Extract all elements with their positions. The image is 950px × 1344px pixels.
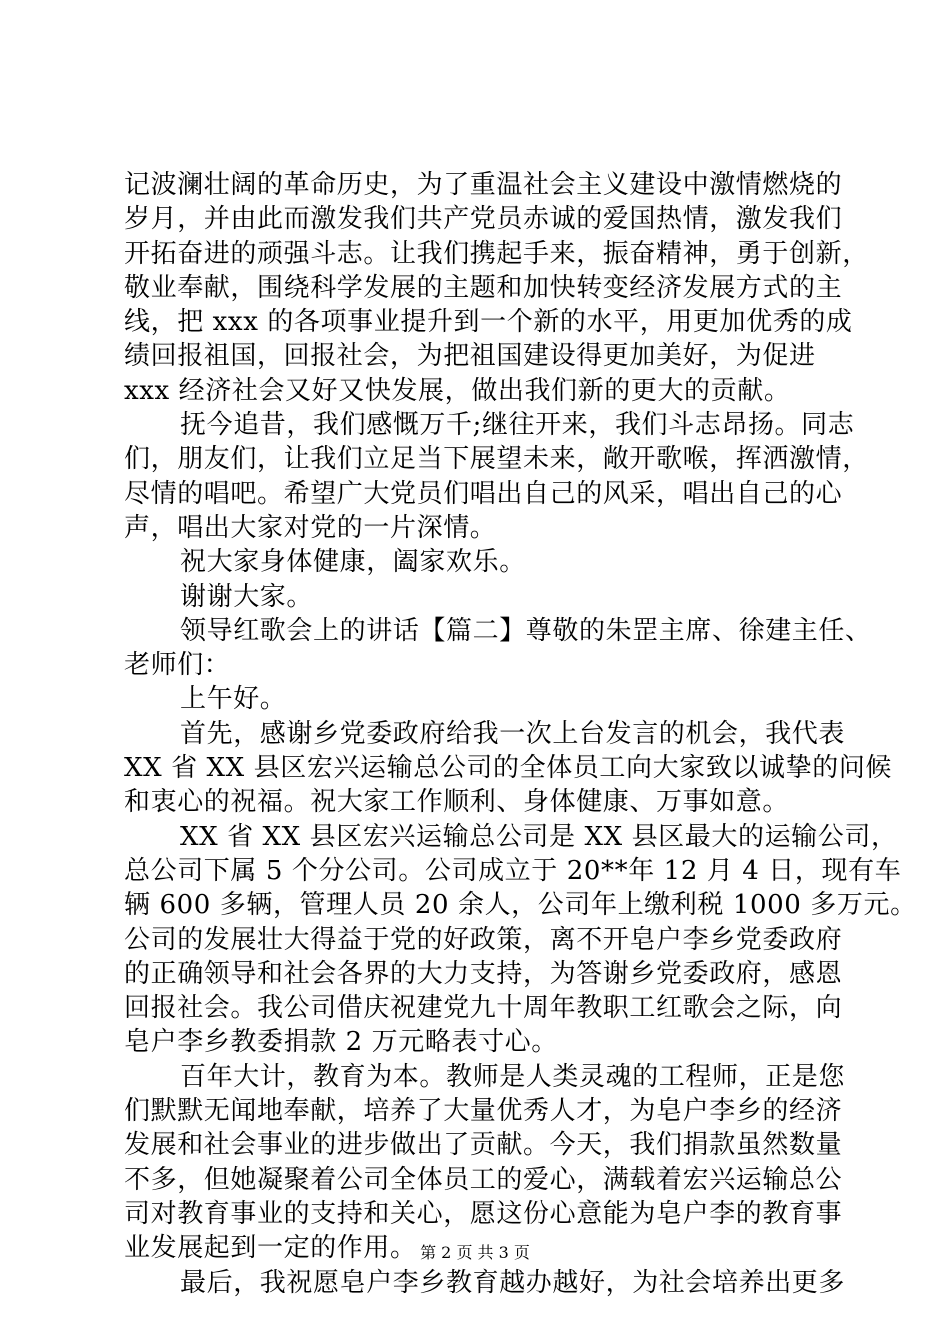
text-line: 业发展起到一定的作用。 [124,1233,417,1264]
text-line: 记波澜壮阔的革命历史，为了重温社会主义建设中激情燃烧的 [124,170,843,200]
text-line: 的正确领导和社会各界的大力支持，为答谢乡党委政府，感恩 [124,958,843,989]
text-line: 谢谢大家。 [180,581,314,612]
text-line: 公司的发展壮大得益于党的好政策，离不开皂户李乡党委政府 [124,924,843,955]
text-line: 发展和社会事业的进步做出了贡献。今天，我们捐款虽然数量 [124,1130,843,1161]
text-line: xxx 经济社会又好又快发展，做出我们新的更大的贡献。 [124,375,791,406]
text-line: 上午好。 [180,684,287,715]
text-line: 线，把 xxx 的各项事业提升到一个新的水平，用更加优秀的成 [124,307,853,338]
text-line: 首先，感谢乡党委政府给我一次上台发言的机会，我代表 [180,718,846,749]
text-line: 岁月，并由此而激发我们共产党员赤诚的爱国热情，激发我们 [124,204,843,235]
text-line: 敬业奉献，围绕科学发展的主题和加快转变经济发展方式的主 [124,272,843,303]
text-line: 百年大计，教育为本。教师是人类灵魂的工程师，正是您 [180,1061,846,1092]
text-line: 司对教育事业的支持和关心，愿这份心意能为皂户李的教育事 [124,1198,843,1229]
body-text [124,168,917,1300]
text-line: 辆 600 多辆，管理人员 20 余人，公司年上缴利税 1000 多万元。 [124,890,917,921]
text-line: 祝大家身体健康，阖家欢乐。 [180,547,526,578]
text-line: 尽情的唱吧。希望广大党员们唱出自己的风采，唱出自己的心 [124,478,843,509]
text-line: 总公司下属 5 个分公司。公司成立于 20**年 12 月 4 日，现有车 [124,855,902,886]
text-line: 回报社会。我公司借庆祝建党九十周年教职工红歌会之际，向 [124,993,843,1024]
page-footer: 第 2 页 共 3 页 [420,1243,530,1262]
text-line: 们默默无闻地奉献，培养了大量优秀人才，为皂户李乡的经济 [124,1096,843,1127]
text-line: 声，唱出大家对党的一片深情。 [124,512,497,543]
text-line: 皂户李乡教委捐款 2 万元略表寸心。 [124,1027,558,1058]
text-line: 和衷心的祝福。祝大家工作顺利、身体健康、万事如意。 [124,787,790,818]
text-line: 领导红歌会上的讲话【篇二】尊敬的朱罡主席、徐建主任、 [180,615,872,646]
text-line: XX 省 XX 县区宏兴运输总公司的全体员工向大家致以诚挚的问候 [124,753,893,784]
text-line: 抚今追昔，我们感慨万千;继往开来，我们斗志昂扬。同志 [180,410,855,441]
text-line: 绩回报祖国，回报社会，为把祖国建设得更加美好，为促进 [124,341,816,372]
text-line: 不多，但她凝聚着公司全体员工的爱心，满载着宏兴运输总公 [124,1164,843,1195]
text-line: 老师们： [124,650,231,681]
text-line: 们，朋友们，让我们立足当下展望未来，敞开歌喉，挥洒激情， [124,444,869,475]
text-line: 最后，我祝愿皂户李乡教育越办越好，为社会培养出更多 [180,1267,846,1298]
text-line: 开拓奋进的顽强斗志。让我们携起手来，振奋精神，勇于创新， [124,238,869,269]
text-line: XX 省 XX 县区宏兴运输总公司是 XX 县区最大的运输公司， [180,821,898,852]
